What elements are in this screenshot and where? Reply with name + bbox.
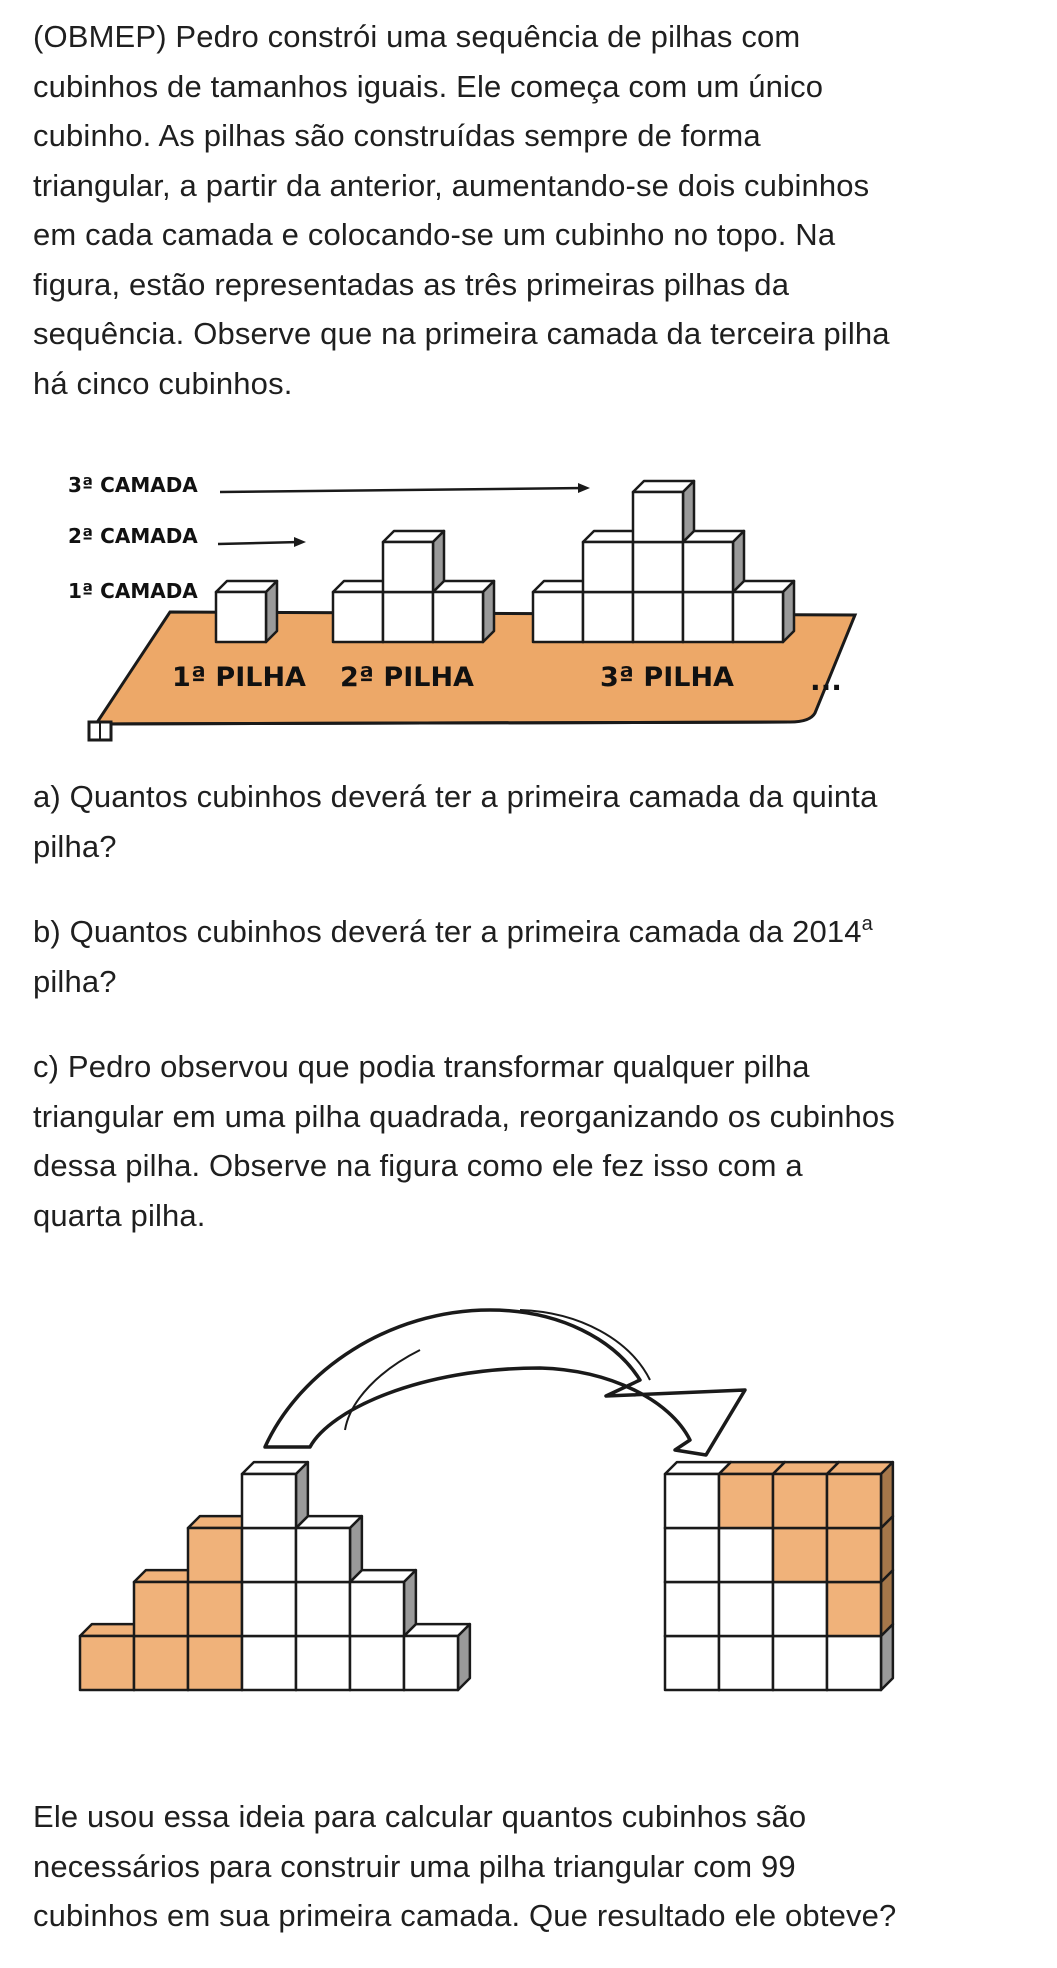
triangular-pile — [80, 1462, 470, 1690]
intro-line: triangular, a partir da anterior, aumentando-se dois cubinhos — [33, 167, 870, 203]
cube — [404, 1624, 470, 1690]
question-c-line: c) Pedro observou que podia transformar qualquer pilha — [33, 1049, 810, 1084]
ordinal-superscript: a — [861, 913, 873, 935]
intro-line: cubinho. As pilhas são construídas sempre de forma — [33, 118, 761, 153]
cube — [633, 481, 694, 542]
question-b — [33, 907, 1033, 1006]
layer-2-arrow — [218, 542, 300, 544]
layer-1-label: 1ª CAMADA — [68, 579, 198, 603]
conclusion-line: necessários para construir uma pilha triangular com 99 — [33, 1848, 796, 1884]
question-c-line: quarta pilha. — [33, 1197, 206, 1233]
cube — [827, 1462, 893, 1528]
cube — [433, 581, 494, 642]
cube — [733, 581, 794, 642]
cube — [242, 1462, 308, 1528]
intro-line: sequência. Observe que na primeira camada da terceira pilha — [33, 316, 890, 351]
intro-line: figura, estão representadas as três primeiras pilhas da — [33, 266, 790, 302]
square-pile — [665, 1462, 893, 1690]
question-a — [33, 772, 1033, 871]
question-b-line: pilha? — [33, 963, 117, 999]
transformation-figure — [0, 1280, 1057, 1740]
pile-2-label: 2ª PILHA — [340, 662, 474, 693]
question-a-line: a) Quantos cubinhos deverá ter a primeira camada da quinta — [33, 779, 878, 814]
question-b-text: b) Quantos cubinhos deverá ter a primeira camada da 2014 — [33, 914, 862, 949]
layer-3-arrow — [220, 488, 585, 492]
layer-3-label: 3ª CAMADA — [68, 473, 198, 497]
intro-line: cubinhos de tamanhos iguais. Ele começa com um único — [33, 68, 824, 104]
pile-1-label: 1ª PILHA — [172, 662, 306, 693]
intro-paragraph — [33, 12, 1033, 408]
cube — [296, 1516, 362, 1582]
pile-3-label: 3ª PILHA — [600, 662, 734, 693]
conclusion-paragraph — [33, 1792, 1033, 1941]
question-c-line: dessa pilha. Observe na figura como ele fez isso com a — [33, 1148, 803, 1183]
curved-arrow-icon — [265, 1310, 745, 1455]
ellipsis: ... — [810, 664, 842, 697]
conclusion-line: Ele usou essa ideia para calcular quantos cubinhos são — [33, 1799, 807, 1834]
pile-sequence-figure — [0, 450, 1057, 750]
intro-line: há cinco cubinhos. — [33, 365, 293, 401]
cube — [350, 1570, 416, 1636]
question-b-line — [33, 907, 1033, 957]
question-a-line: pilha? — [33, 828, 117, 864]
intro-line: (OBMEP) Pedro constrói uma sequência de pilhas com — [33, 19, 801, 54]
cube — [216, 581, 277, 642]
conclusion-line: cubinhos em sua primeira camada. Que resultado ele obteve? — [33, 1898, 897, 1933]
question-c-line: triangular em uma pilha quadrada, reorganizando os cubinhos — [33, 1098, 895, 1134]
layer-2-label: 2ª CAMADA — [68, 524, 198, 548]
question-c — [33, 1042, 1033, 1240]
intro-line: em cada camada e colocando-se um cubinho no topo. Na — [33, 217, 836, 252]
cube — [383, 531, 444, 592]
cube — [683, 531, 744, 592]
